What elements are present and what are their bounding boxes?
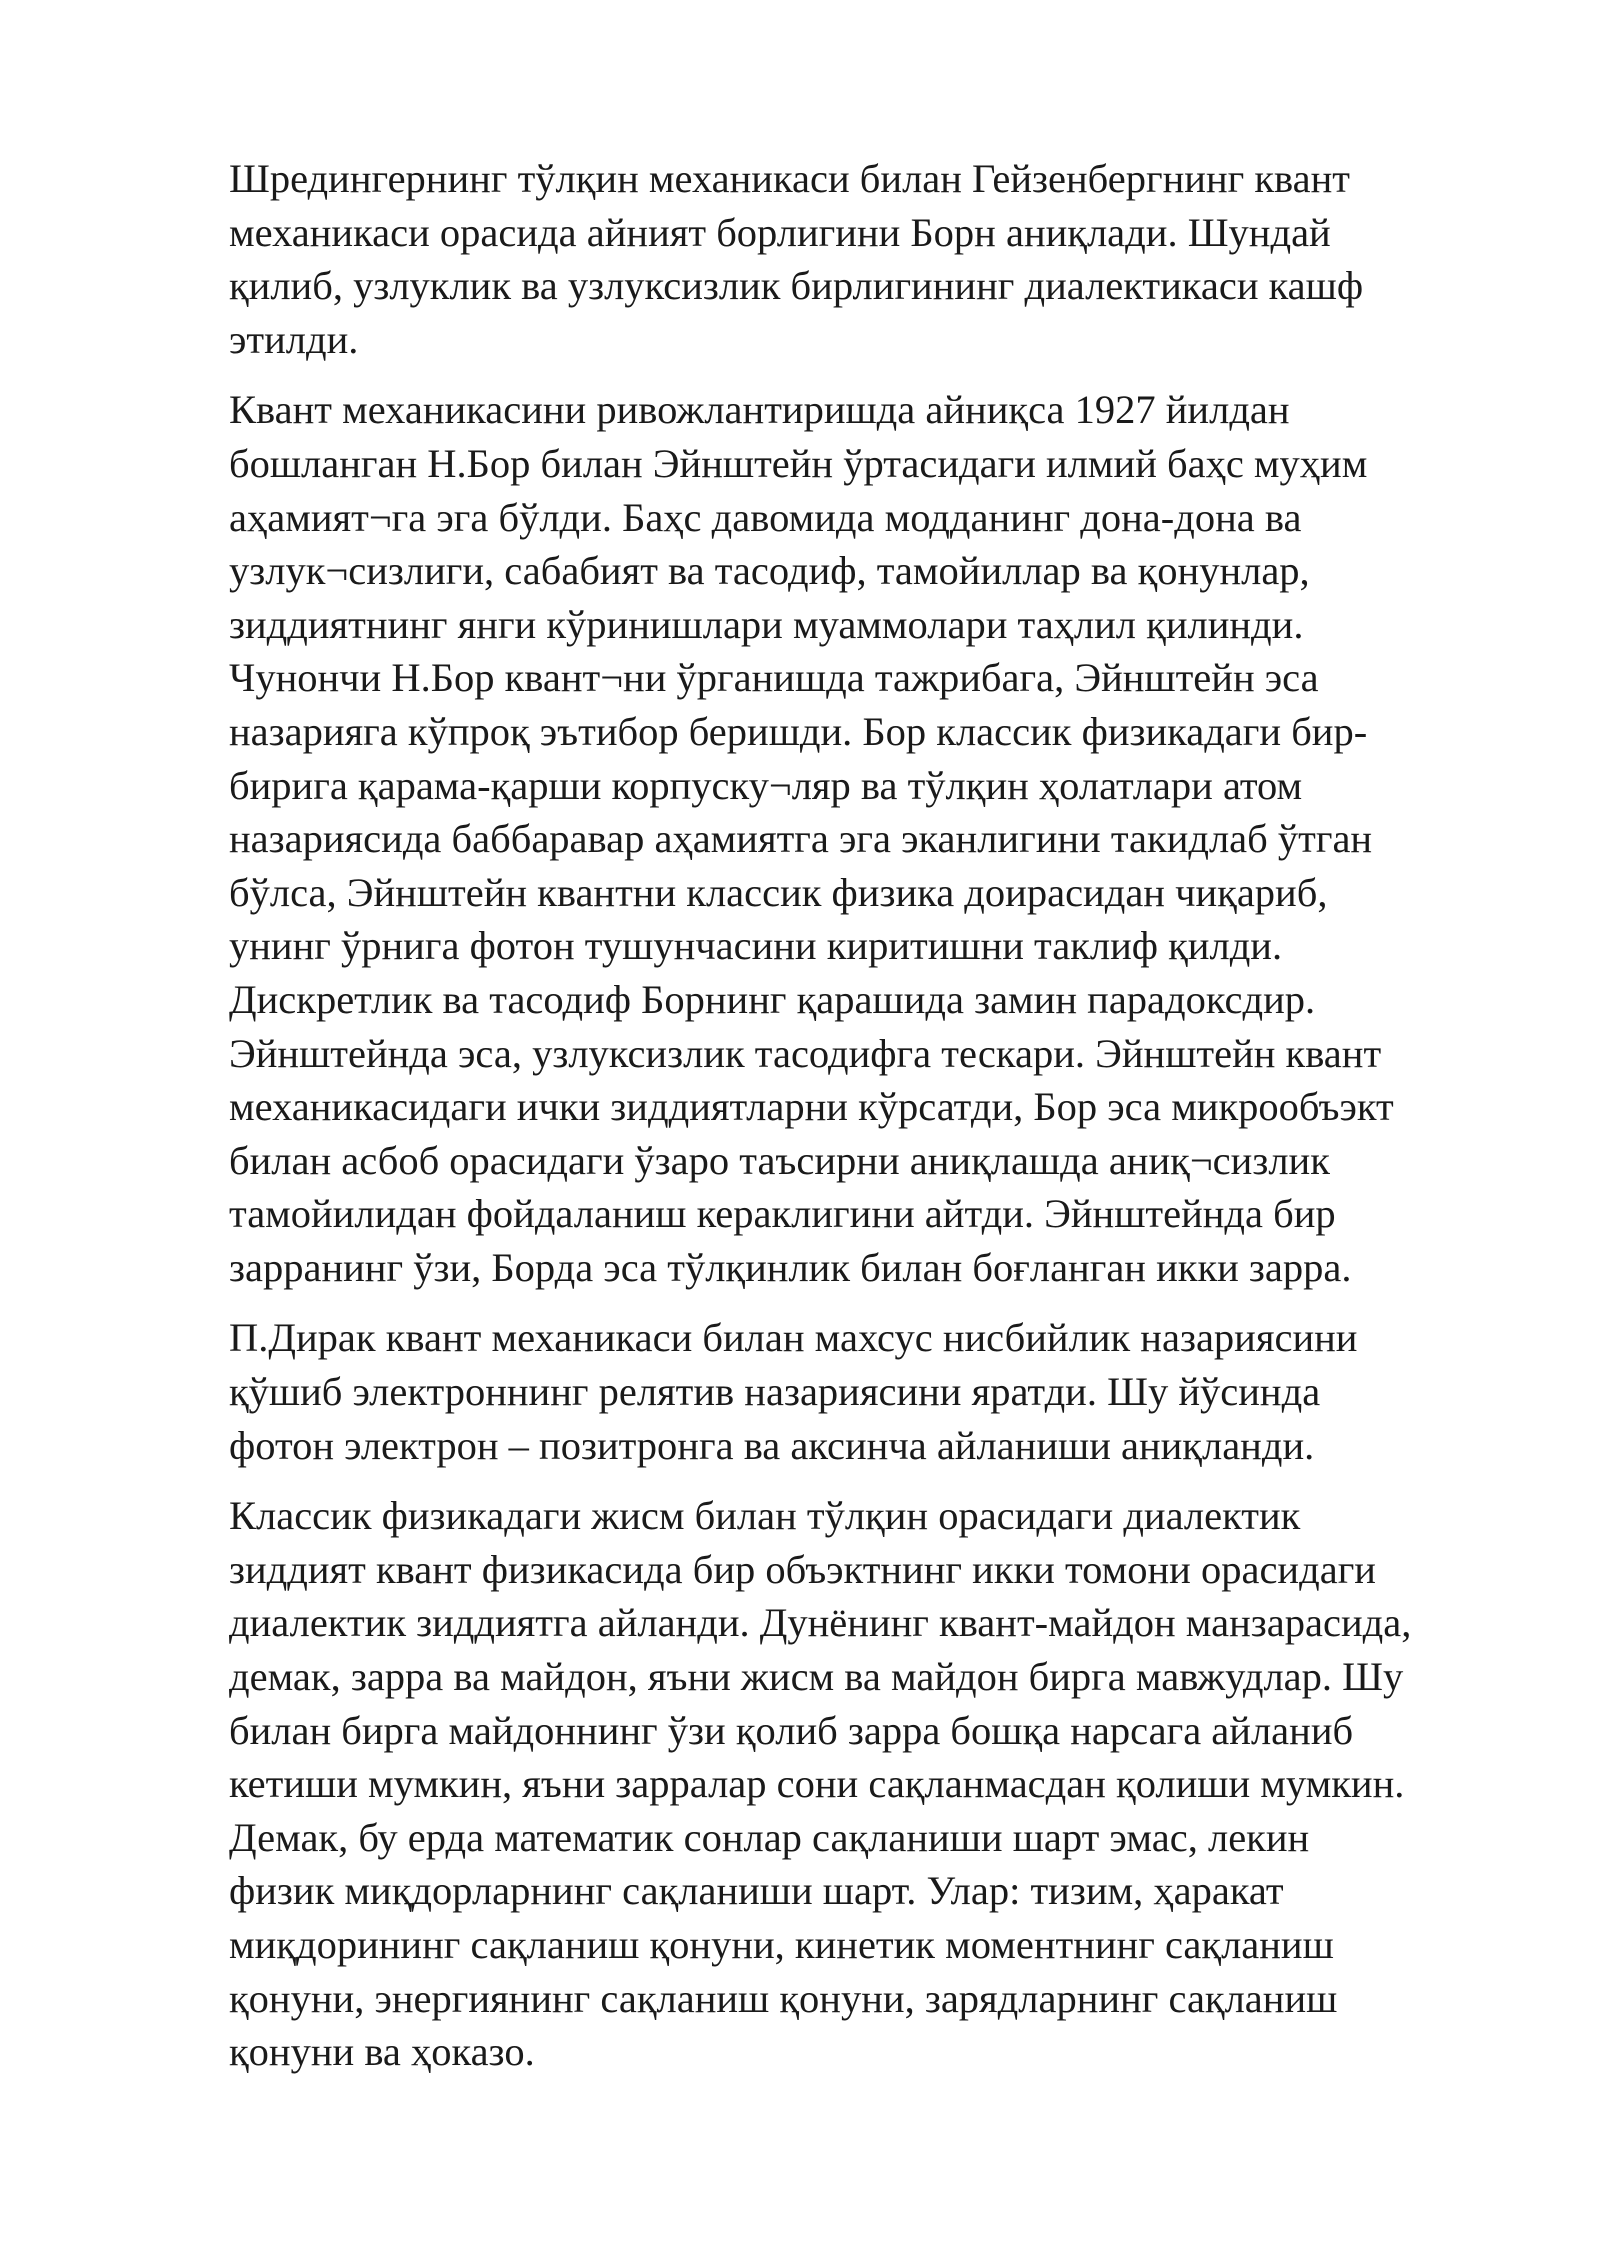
paragraph-3: П.Дирак квант механикаси билан махсус нисбийлик назариясини қўшиб электроннинг релятив назариясини яратди. Шу йўсинда фотон электрон – позитронга ва аксинча айланиши аниқланди. [229, 1315, 1358, 1468]
document-body [229, 152, 1529, 2096]
paragraph-1: Шредингернинг тўлқин механикаси билан Гейзенбергнинг квант механикаси орасида айният борлигини Борн аниқлади. Шундай қилиб, узлуклик ва узлуксизлик бирлигининг диалектикаси кашф этилди. [229, 156, 1364, 362]
paragraph-4: Классик физикадаги жисм билан тўлқин орасидаги диалектик зиддият квант физикасида бир объэктнинг икки томони орасидаги диалектик зиддиятга айланди. Дунёнинг квант-майдон манзарасида, демак, зарра ва майдон, яъни жисм ва майдон бирга мавжудлар. Шу билан бирга майдоннинг ўзи қолиб зарра бошқа нарсага айланиб кетиши мумкин, яъни зарралар сони сақланмасдан қолиши мумкин. Демак, бу ерда математик сонлар сақланиши шарт эмас, лекин физик миқдорларнинг сақланиши шарт. Улар: тизим, ҳаракат миқдорининг сақланиш қонуни, кинетик моментнинг сақланиш қонуни, энергиянинг сақланиш қонуни, зарядларнинг сақланиш қонуни ва ҳоказо. [229, 1493, 1412, 2075]
paragraph-2: Квант механикасини ривожлантиришда айниқса 1927 йилдан бошланган Н.Бор билан Эйнштейн ўртасидаги илмий баҳс муҳим аҳамият¬га эга бўлди. Баҳс давомида модданинг дона-дона ва узлук¬сизлиги, сабабият ва тасодиф, тамойиллар ва қонунлар, зиддиятнинг янги кўринишлари муаммолари таҳлил қилинди. Чунончи Н.Бор квант¬ни ўрганишда тажрибага, Эйнштейн эса назарияга кўпроқ эътибор беришди. Бор классик физикадаги бир- бирига қарама-қарши корпуску¬ляр ва тўлқин ҳолатлари атом назариясида баббаравар аҳамиятга эга эканлигини такидлаб ўтган бўлса, Эйнштейн квантни классик физика доирасидан чиқариб, унинг ўрнига фотон тушунчасини киритишни таклиф қилди. Дискретлик ва тасодиф Борнинг қарашида замин парадоксдир. Эйнштейнда эса, узлуксизлик тасодифга тескари. Эйнштейн квант механикасидаги ички зиддиятларни кўрсатди, Бор эса микрообъэкт билан асбоб орасидаги ўзаро таъсирни аниқлашда аниқ¬сизлик тамойилидан фойдаланиш кераклигини айтди. Эйнштейнда бир зарранинг ўзи, Борда эса тўлқинлик билан боғланган икки зарра. [229, 387, 1394, 1290]
